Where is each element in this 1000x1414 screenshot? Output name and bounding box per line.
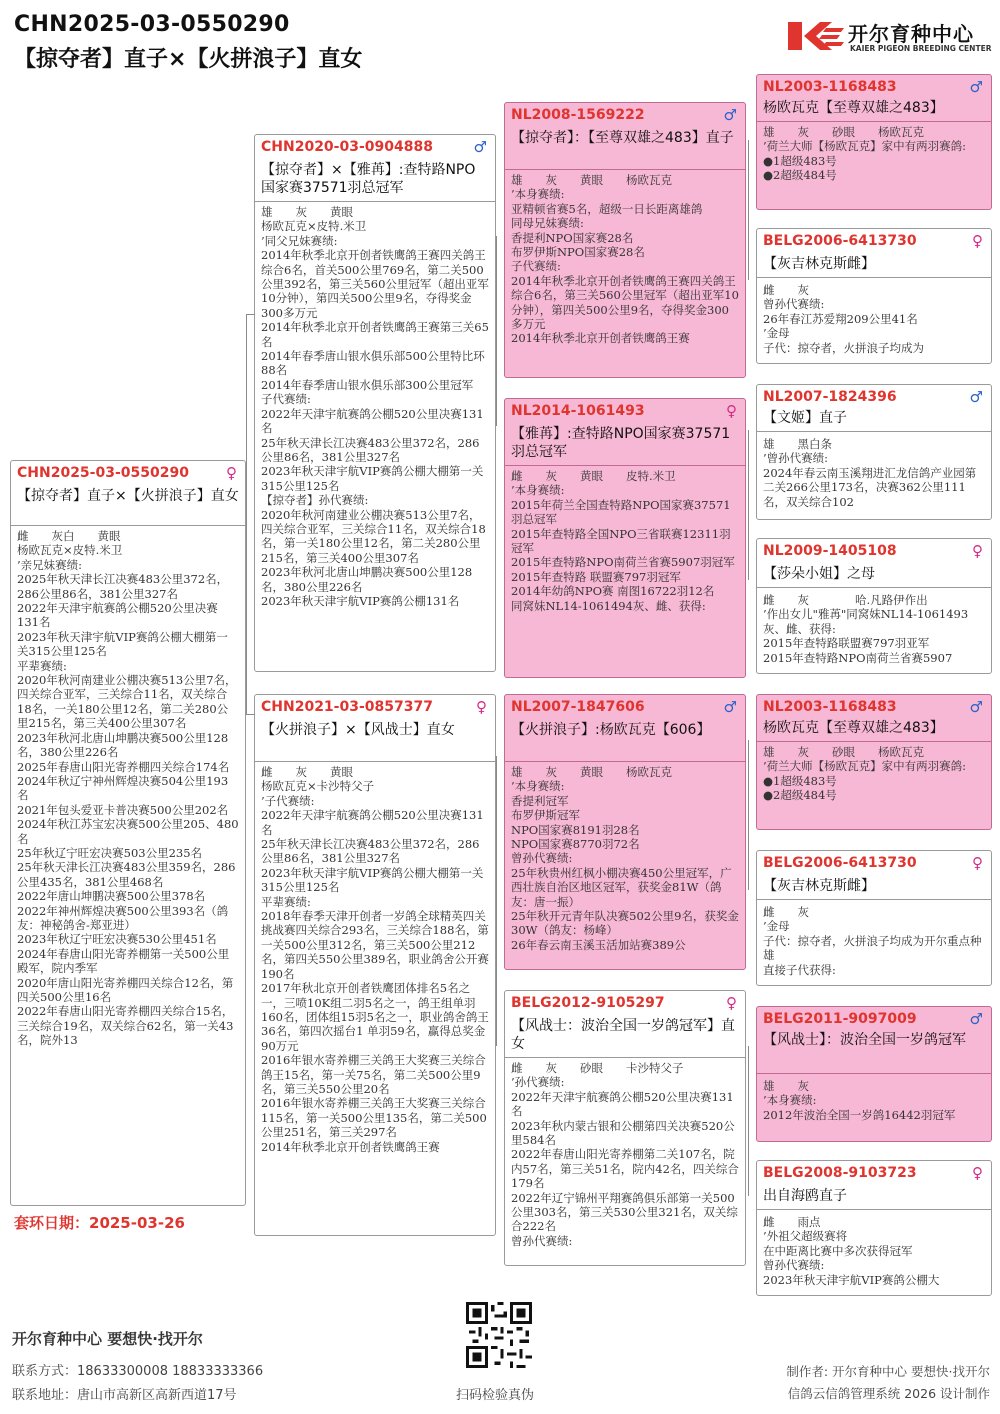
female-icon: ♀ — [972, 232, 983, 250]
connector-sire-parents — [496, 236, 497, 426]
pigeon-details: 雄 灰 砂眼 杨欧瓦克 ’荷兰大师【杨欧瓦克】家中有两羽赛鸽: ●1超级483号 ●2超级484号 — [763, 745, 967, 803]
qr-code-icon[interactable] — [466, 1302, 532, 1368]
pigeon-details: 雌 灰 哈.凡路伊作出 ’作出女儿"雅苒"同窝妹NL14-1061493灰、雌、获得: 2015年查特路联盟赛797羽亚军 2015年查特路NPO南荷兰省赛5907 — [763, 593, 969, 665]
connector-subject-dam — [246, 314, 247, 714]
ring-id: CHN2021-03-0857377 — [261, 699, 433, 715]
divider — [255, 761, 495, 762]
female-icon: ♀ — [476, 698, 487, 716]
divider — [505, 465, 745, 466]
divider — [505, 761, 745, 762]
pigeon-name: 杨欧瓦克【至尊双雄之483】 — [763, 720, 944, 736]
logo-name: 开尔育种中心 — [848, 22, 974, 46]
pigeon-details: 雄 灰 黄眼 杨欧瓦克 ’本身赛绩: 亚精顿省赛5名，超级一日长距离雄鸽 同母兄妹赛绩: 香提利NPO国家赛28名 布罗伊斯NPO国家赛28名 子代赛绩: 2014年秋季北京开创者铁鹰鸽王赛四关鸽王综合6名，第三关560公里冠军（超出亚军10分钟），第四关500公里9名，夺得奖金300多万元 2014年秋季北京开创者铁鹰鸽王赛 — [511, 173, 739, 346]
pigeon-name: 【灰吉林克斯雌】 — [763, 878, 875, 894]
ring-id: BELG2006-6413730 — [763, 855, 917, 871]
female-icon: ♀ — [726, 402, 737, 420]
footer-slogan: 开尔育种中心 要想快·找开尔 — [12, 1330, 203, 1348]
band-date: 套环日期：2025-03-26 — [14, 1214, 185, 1232]
ring-id: BELG2012-9105297 — [511, 995, 665, 1011]
footer-phone: 联系方式：18633300008 18833333366 — [12, 1364, 264, 1379]
ring-id: NL2003-1168483 — [763, 699, 897, 715]
pigeon-name: 【风战士】：波治全国一岁鸽冠军 — [763, 1032, 966, 1048]
female-icon: ♀ — [726, 994, 737, 1012]
pigeon-details: 雌 灰白 黄眼 杨欧瓦克×皮特.米卫 ’亲兄妹赛绩: 2025年秋天津长江决赛483公里372名，286公里86名，381公里327名 2022年天津宇航赛鸽公棚520公里决赛131名 2023年秋天津宇航VIP赛鸽公棚大棚第一关315公里125名 平辈赛绩: 2020年秋河南建业公棚决赛513公里7名，四关综合亚军，三关综合11名，双关综合18名，一关180公里12名，第二关280公里215名，第三关400公里307名 2023年秋河北唐山坤鹏决赛500公里128名，380公里226名 2025年春唐山阳光寄养棚四关综合174名 2024年秋辽宁神州辉煌决赛504公里193名 2021年包头爱亚卡普决赛500公里202名 2024年秋江苏宝宏决赛500公里205、480名 25年秋辽宁旺宏决赛503公里235名 25年秋天津长江决赛483公里359名，286公里435名，381公里468名 2022年唐山坤鹏决赛500公里378名 2022年神州辉煌决赛500公里393名（鸽友：神秘鸽舍-郑亚进） 2023年秋辽宁旺宏决赛530公里451名 2024年春唐山阳光寄养棚第一关500公里殿军，院内季军 2020年唐山阳光寄养棚四关综合12名，第四关500公里16名 2022年春唐山阳光寄养棚四关综合15名，三关综合19名，双关综合62名，第一关43名，院外13 — [17, 529, 239, 1048]
male-icon: ♂ — [969, 698, 983, 716]
dss-card[interactable] — [756, 694, 992, 830]
kaier-logo-icon — [786, 16, 848, 56]
sss-card[interactable] — [756, 74, 992, 210]
ring-id: BELG2006-6413730 — [763, 233, 917, 249]
pigeon-details: 雌 灰 黄眼 杨欧瓦克×卡沙特父子 ’子代赛绩: 2022年天津宇航赛鸽公棚520公里决赛131名 25年秋天津长江决赛483公里372名，286公里86名，381公里327名 2023年秋天津宇航VIP赛鸽公棚大棚第一关315公里125名 平辈赛绩: 2018年春季天津开创者一岁鸽全球精英四关挑战赛四关综合293名，三关综合188名，第一关500公里312名，第三关500公里212名，第四关550公里389名，职业鸽舍公开赛190名 2017年秋北京开创者铁鹰团体排名5名之一，三喷10K组二羽5名之一，鸽王组单羽160名，团体组15羽5名之一，职业鸽舍鸽王36名，第四次摇台1 单羽59名，赢得总奖金90万元 2016年银水寄养棚三关鸽王大奖赛三关综合鸽王15名，第一关75名，第二关500公里9名，第三关550公里20名 2016年银水寄养棚三关鸽王大奖赛三关综合115名，第一关500公里135名，第二关500公里251名，第三关297名 2014年秋季北京开创者铁鹰鸽王赛 — [261, 765, 489, 1154]
pigeon-details: 雄 灰 砂眼 杨欧瓦克 ’荷兰大师【杨欧瓦克】家中有两羽赛鸽: ●1超级483号 ●2超级484号 — [763, 125, 967, 183]
brand-logo — [786, 16, 991, 58]
divider — [757, 1209, 991, 1210]
male-icon: ♂ — [969, 1010, 983, 1028]
ring-id: NL2007-1847606 — [511, 699, 645, 715]
ring-id: CHN2020-03-0904888 — [261, 139, 433, 155]
logo-name-en: KAIER PIGEON BREEDING CENTER — [850, 44, 992, 53]
divider — [757, 741, 991, 742]
pigeon-details: 雌 雨点 ’外祖父超级赛将 在中距离比赛中多次获得冠军 曾孙代赛绩: 2023年秋天津宇航VIP赛鸽公棚大 — [763, 1215, 940, 1287]
footer-system: 信鸽云信鸽管理系统 2026 设计制作 — [787, 1386, 990, 1401]
male-icon: ♂ — [969, 78, 983, 96]
pigeon-name: 【掠夺者】直子×【火拼浪子】直女 — [17, 488, 239, 504]
sdd-card[interactable] — [756, 538, 992, 674]
subject-card[interactable] — [10, 460, 246, 1206]
female-icon: ♀ — [226, 464, 237, 482]
ssd-card[interactable] — [756, 228, 992, 364]
pigeon-details: 雄 灰 黄眼 杨欧瓦克 ’本身赛绩: 香提利冠军 布罗伊斯冠军 NPO国家赛8191羽28名 NPO国家赛8770羽72名 曾孙代赛绩: 25年秋贵州红枫小棚决赛450公里冠军，广西壮族自治区地区冠军，获奖金81W（鸽友：唐一振） 25年秋开元青年队决赛502公里9名，获奖金30W（鸽友：杨峰） 26年春云南玉溪玉活加站赛389公 — [511, 765, 739, 952]
dsd-card[interactable] — [756, 850, 992, 986]
male-icon: ♂ — [723, 106, 737, 124]
pigeon-details: 雄 黑白条 ’曾孙代赛绩: 2024年春云南玉溪翔进汇龙信鸽产业园第二关266公里173名，决赛362公里111名，双关综合102 — [763, 437, 977, 509]
male-icon: ♂ — [723, 698, 737, 716]
pigeon-details: 雌 灰 黄眼 皮特.米卫 ’本身赛绩: 2015年荷兰全国查特路NPO国家赛37571羽总冠军 2015年查特路全国NPO三省联赛12311羽冠军 2015年查特路NPO南荷兰省赛5907羽冠军 2015年查特路 联盟赛797羽冠军 2014年幼鸽NPO赛 南图16722羽12名 同窝妹NL14-1061494灰、雌、获得: — [511, 469, 735, 613]
footer-maker: 制作者: 开尔育种中心 要想快·找开尔 — [786, 1364, 990, 1379]
divider — [11, 525, 245, 526]
ring-id: NL2009-1405108 — [763, 543, 897, 559]
female-icon: ♀ — [972, 854, 983, 872]
ring-id: NL2003-1168483 — [763, 79, 897, 95]
connector-subject-trunk — [246, 714, 254, 715]
sire-dam-card[interactable] — [504, 398, 746, 678]
page-title-ring-id: CHN2025-03-0550290 — [14, 12, 290, 37]
female-icon: ♀ — [972, 542, 983, 560]
pigeon-name: 【风战士：波治全国一岁鸽冠军】直女 — [511, 1018, 735, 1052]
connector-ds-parents — [748, 740, 749, 890]
dam-sire-card[interactable] — [504, 694, 746, 970]
divider — [505, 169, 745, 170]
footer-address: 联系地址：唐山市高新区高新西道17号 — [12, 1388, 237, 1403]
pigeon-name: 【掠夺者】：【至尊双雄之483】直子 — [511, 130, 734, 146]
ring-id: NL2008-1569222 — [511, 107, 645, 123]
connector-subject-sire — [246, 314, 254, 315]
connector-dam-parents — [496, 756, 497, 1046]
ddd-card[interactable] — [756, 1160, 992, 1296]
ring-id: CHN2025-03-0550290 — [17, 465, 189, 481]
sds-card[interactable] — [756, 384, 992, 520]
female-icon: ♀ — [972, 1164, 983, 1182]
pigeon-details: 雄 灰 黄眼 杨欧瓦克×皮特.米卫 ’同父兄妹赛绩: 2014年秋季北京开创者铁鹰鸽王赛四关鸽王综合6名，首关500公里769名，第二关500公里392名，第三关560公里冠军（超出亚军10分钟），第四关500公里9名，夺得奖金300多万元 2014年秋季北京开创者铁鹰鸽王赛第三关65名 2014年春季唐山银水俱乐部500公里特比环88名 2014年春季唐山银水俱乐部300公里冠军 子代赛绩: 2022年天津宇航赛鸽公棚520公里决赛131名 25年秋天津长江决赛483公里372名，286公里86名，381公里327名 2023年秋天津宇航VIP赛鸽公棚大棚第一关315公里125名 【掠夺者】孙代赛绩: 2020年秋河南建业公棚决赛513公里7名，四关综合亚军，三关综合11名，双关综合18名，第一关180公里12名，第二关280公里215名，第三关400公里307名 2023年秋河北唐山坤鹏决赛500公里128名，380公里226名 2023年秋天津宇航VIP赛鸽公棚131名 — [261, 205, 489, 608]
pigeon-details: 雌 灰 ’金母 子代：掠夺者，火拼浪子均成为开尔重点种雄 直接子代获得: — [763, 905, 982, 977]
ring-id: NL2014-1061493 — [511, 403, 645, 419]
divider — [757, 587, 991, 588]
divider — [757, 121, 991, 122]
divider — [505, 1057, 745, 1058]
pigeon-name: 【雅苒】:查特路NPO国家赛37571羽总冠军 — [511, 426, 731, 460]
pigeon-name: 【掠夺者】×【雅苒】:查特路NPO国家赛37571羽总冠军 — [261, 162, 476, 196]
dds-card[interactable] — [756, 1006, 992, 1142]
male-icon: ♂ — [473, 138, 487, 156]
connector-sd-parents — [748, 430, 749, 580]
ring-id: BELG2008-9103723 — [763, 1165, 917, 1181]
connector-dd-parents — [748, 1046, 749, 1196]
connector-ss-parents — [748, 140, 749, 280]
pigeon-name: 出自海鸥直子 — [763, 1188, 847, 1204]
ring-id: BELG2011-9097009 — [763, 1011, 917, 1027]
sire-sire-card[interactable] — [504, 102, 746, 378]
divider — [757, 277, 991, 278]
male-icon: ♂ — [969, 388, 983, 406]
page-title-name: 【掠夺者】直子×【火拼浪子】直女 — [14, 47, 363, 72]
pigeon-details: 雄 灰 ’本身赛绩: 2012年波治全国一岁鸽16442羽冠军 — [763, 1079, 956, 1122]
pigeon-name: 【莎朵小姐】之母 — [763, 566, 875, 582]
pigeon-name: 【火拼浪子】:杨欧瓦克【606】 — [511, 722, 711, 738]
pigeon-name: 杨欧瓦克【至尊双雄之483】 — [763, 100, 944, 116]
divider — [757, 899, 991, 900]
dam-card[interactable] — [254, 694, 496, 1236]
pigeon-name: 【灰吉林克斯雌】 — [763, 256, 875, 272]
pigeon-details: 雌 灰 砂眼 卡沙特父子 ’孙代赛绩: 2022年天津宇航赛鸽公棚520公里决赛131名 2023年秋内蒙古银和公棚第四关决赛520公里584名 2022年春唐山阳光寄养棚第二关107名，院内57名，第三关51名，院内42名，四关综合179名 2022年辽宁锦州平翔赛鸽俱乐部第一关500公里303名，第三关530公里321名，双关综合222名 曾孙代赛绩: — [511, 1061, 739, 1248]
pigeon-details: 雌 灰 曾孙代赛绩: 26年春江苏爱翔209公里41名 ’金母 子代：掠夺者，火拼浪子均成为 — [763, 283, 924, 355]
pigeon-name: 【文姬】直子 — [763, 410, 847, 426]
ring-id: NL2007-1824396 — [763, 389, 897, 405]
divider — [757, 1073, 991, 1074]
divider — [255, 201, 495, 202]
dam-dam-card[interactable] — [504, 990, 746, 1266]
divider — [757, 431, 991, 432]
qr-caption: 扫码检验真伪 — [456, 1388, 535, 1403]
sire-card[interactable] — [254, 134, 496, 672]
pigeon-name: 【火拼浪子】×【风战士】直女 — [261, 722, 455, 738]
